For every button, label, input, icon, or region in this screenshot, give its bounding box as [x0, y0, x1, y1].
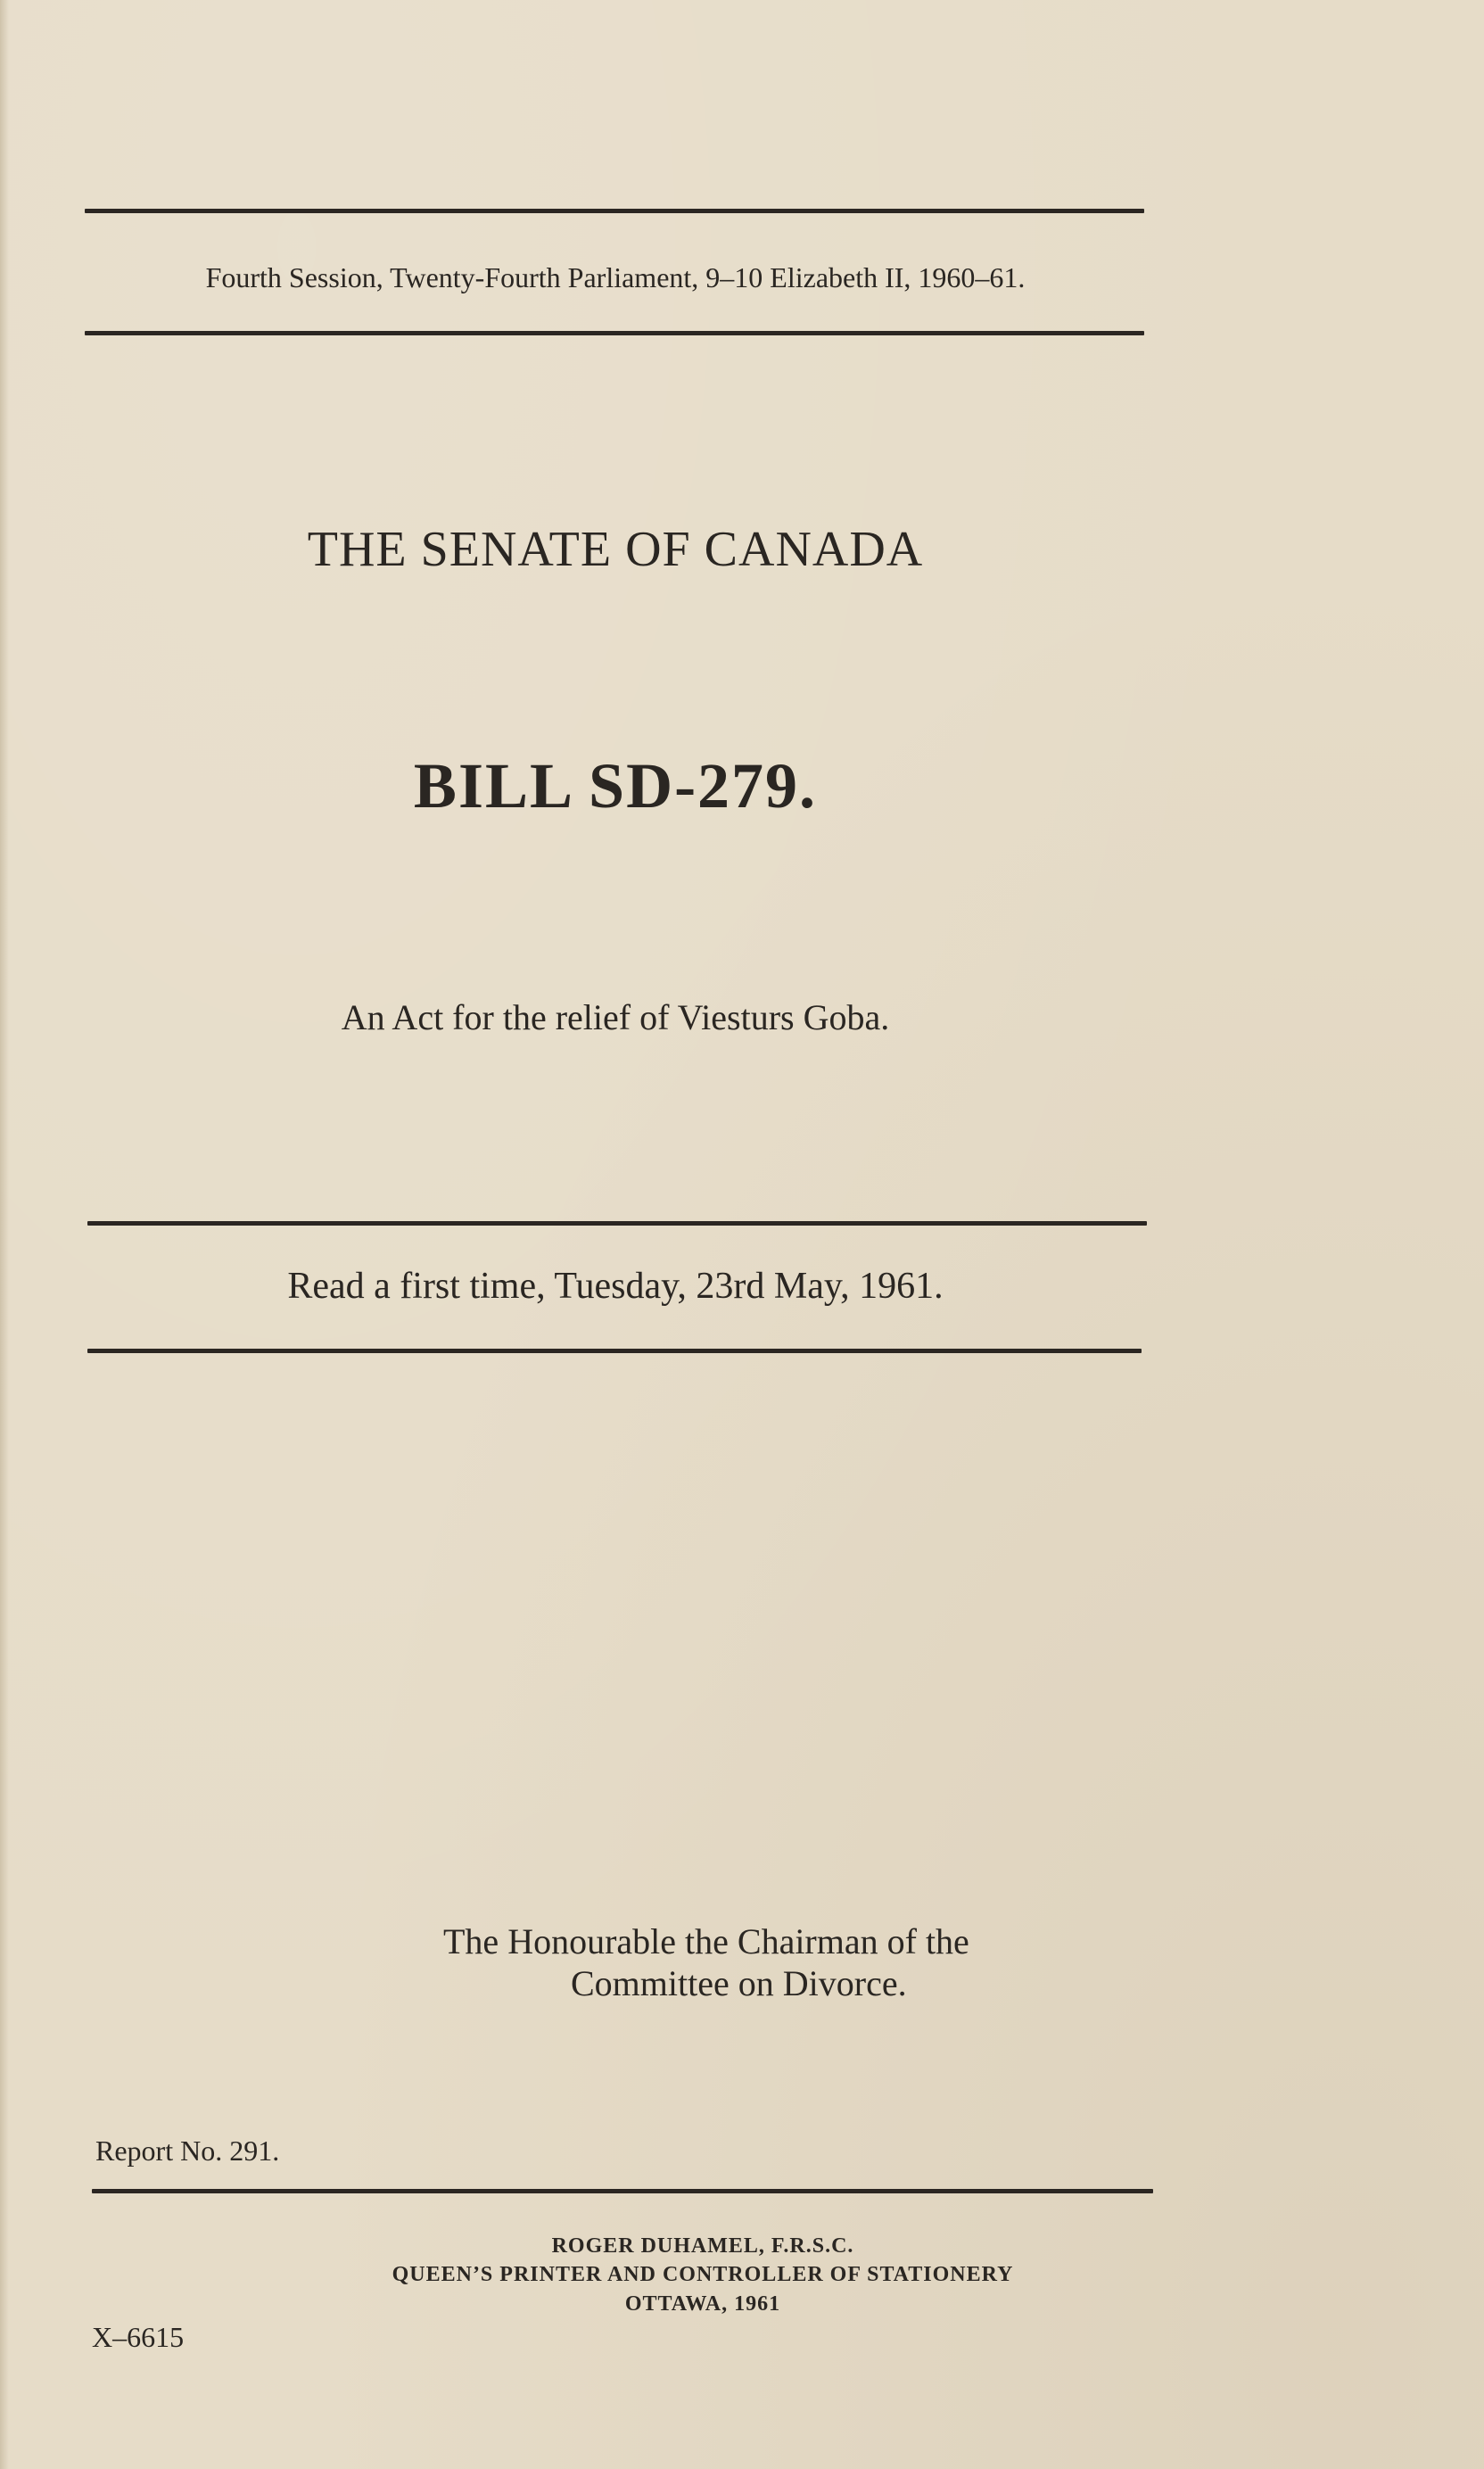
- page-edge-shadow: [0, 0, 9, 2469]
- printer-name: ROGER DUHAMEL, F.R.S.C.: [551, 2234, 854, 2258]
- document-code: X–6615: [92, 2321, 185, 2353]
- report-number: Report No. 291.: [95, 2135, 280, 2167]
- header-bottom-rule: [85, 331, 1144, 335]
- header-top-rule: [85, 209, 1144, 213]
- reading-top-rule: [87, 1221, 1147, 1226]
- sponsor-line-1: The Honourable the Chairman of the: [443, 1921, 969, 1961]
- first-reading-line: Read a first time, Tuesday, 23rd May, 1961.: [287, 1266, 944, 1307]
- act-title: An Act for the relief of Viesturs Goba.: [341, 997, 890, 1037]
- printer-title: QUEEN’S PRINTER AND CONTROLLER OF STATIONERY: [392, 2263, 1014, 2286]
- sponsor-line-2: Committee on Divorce.: [571, 1963, 907, 2003]
- printer-place-year: OTTAWA, 1961: [624, 2292, 781, 2316]
- session-line: Fourth Session, Twenty-Fourth Parliament, 9–10 Elizabeth II, 1960–61.: [205, 261, 1026, 293]
- senate-heading: THE SENATE OF CANADA: [307, 522, 924, 577]
- bill-number: BILL SD-279.: [413, 750, 818, 822]
- reading-bottom-rule: [87, 1349, 1142, 1353]
- footer-rule: [92, 2189, 1153, 2193]
